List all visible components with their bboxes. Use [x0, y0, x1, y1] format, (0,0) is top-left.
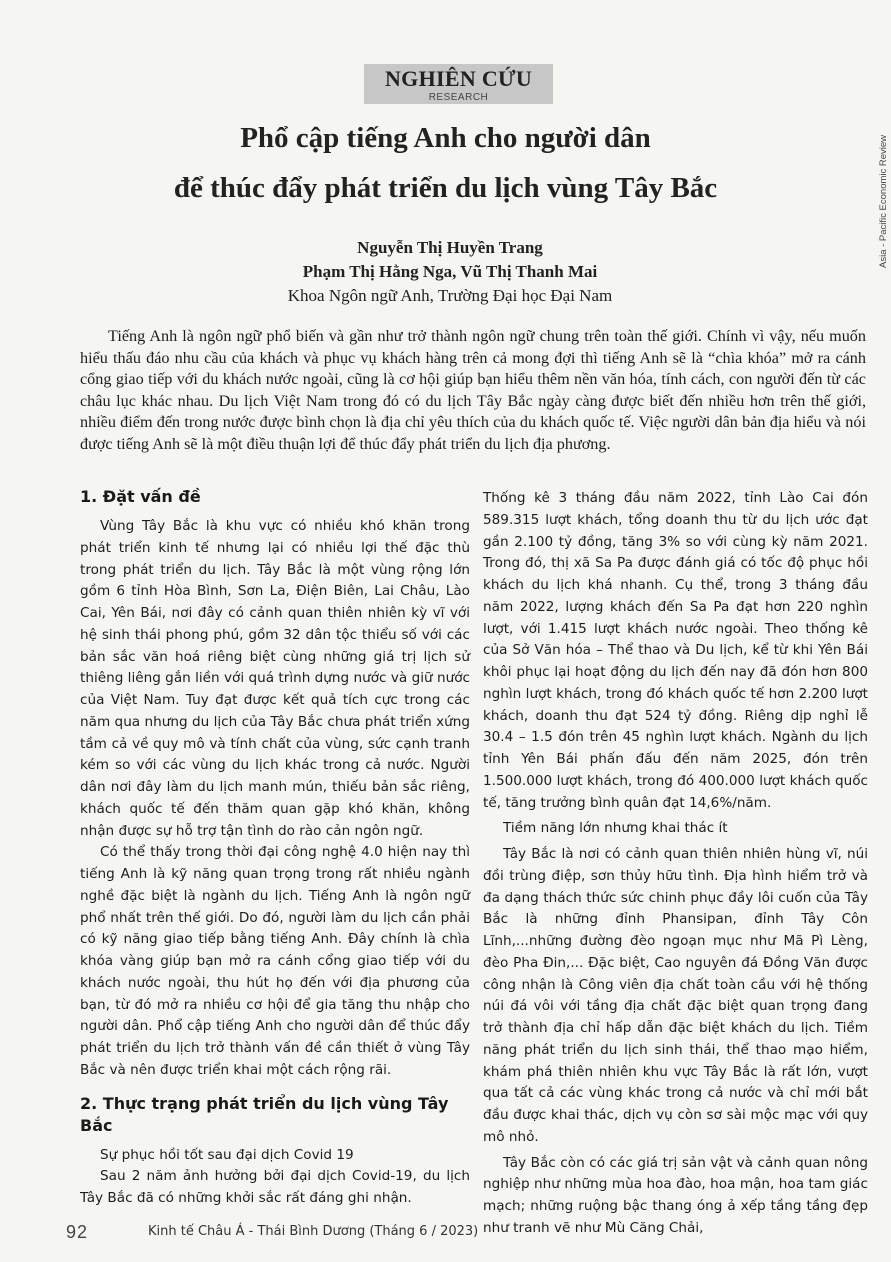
subheading-potential: Tiềm năng lớn nhưng khai thác ít — [503, 820, 728, 837]
author-line-1: Nguyễn Thị Huyền Trang — [357, 238, 543, 257]
intro-paragraph-1: Vùng Tây Bắc là khu vực có nhiều khó khăn trong phát triển kinh tế nhưng lại có nhiều lợi thế đặc thù trong phát triển du lịch. Tây Bắc là một vùng rộng lớn gồm 6 tỉnh Hòa Bình, Sơn La, Điện Biên, Lai Châu, Lào Cai, Yên Bái, nơi đây có cảnh quan thiên nhiên kỳ vĩ với hệ sinh thái phong phú, gồm 32 dân tộc thiểu số với các bản sắc văn hoá riêng biệt cùng những giá trị lịch sử thiêng liêng gắn liền với quá trình dựng nước và giữ nước của Việt Nam. Tuy đạt được kết quả tích cực trong các năm qua nhưng du lịch của Tây Bắc chưa phát triển xứng tầm cả về quy mô và tính chất của vùng, sức cạnh tranh kém so với các vùng du lịch khác trong cả nước. Người dân nơi đây làm du lịch manh mún, thiếu bản sắc riêng, khách quốc tế đến thăm quan gặp khó khăn, không nhận được sự hỗ trợ tận tình do rào cản ngôn ngữ. — [80, 518, 470, 839]
recovery-paragraph: Sau 2 năm ảnh hưởng bởi đại dịch Covid-19, du lịch Tây Bắc đã có những khởi sắc rất đáng ghi nhận. — [80, 1168, 470, 1206]
heading-current-state: 2. Thực trạng phát triển du lịch vùng Tây Bắc — [80, 1093, 449, 1135]
author-line-2: Phạm Thị Hằng Nga, Vũ Thị Thanh Mai — [302, 262, 598, 281]
potential-paragraph: Tây Bắc là nơi có cảnh quan thiên nhiên hùng vĩ, núi đồi trùng điệp, sơn thủy hữu tình. Địa hình hiểm trở và đa dạng thách thức sức chinh phục đầy lôi cuốn của Tây Bắc là những đỉnh Phansipan, đỉnh Tây Côn Lĩnh,...những đường đèo ngoạn mục như Mã Pì Lèng, đèo Pha Đin,... Đặc biệt, Cao nguyên đá Đồng Văn được công nhận là Công viên địa chất toàn cầu với hệ thống núi đá vôi với tầng địa chất đặc biệt quan trọng đang trở thành địa chỉ hấp dẫn đặc biệt khách du lịch. Tiềm năng phát triển du lịch sinh thái, thể thao mạo hiểm, khám phá thiên nhiên khu vực Tây Bắc là rất lớn, vượt qua tất cả các vùng khác trong cả nước và chỉ mới bắt đầu được khai thác, dịch vụ còn sơ sài mộc mạc với quy mô nhỏ. — [483, 846, 868, 1145]
heading-introduction: 1. Đặt vấn đề — [80, 487, 201, 506]
article-title-line-1: Phổ cập tiếng Anh cho người dân — [240, 122, 651, 154]
agriculture-paragraph: Tây Bắc còn có các giá trị sản vật và cảnh quan nông nghiệp như những mùa hoa đào, hoa mận, hoa tam giác mạch; những ruộng bậc thang óng ả xếp tầng tầng đẹp như tranh vẽ như Mù Căng Chải, — [483, 1154, 868, 1236]
subheading-recovery: Sự phục hồi tốt sau đại dịch Covid 19 — [100, 1146, 354, 1163]
article-title-line-2: để thúc đẩy phát triển du lịch vùng Tây Bắc — [173, 172, 718, 204]
section-label: NGHIÊN CỨU — [384, 66, 533, 91]
author-affiliation: Khoa Ngôn ngữ Anh, Trường Đại học Đại Nam — [287, 286, 613, 305]
right-column — [483, 488, 868, 1240]
page-number: 92 — [66, 1222, 89, 1242]
statistics-paragraph: Thống kê 3 tháng đầu năm 2022, tỉnh Lào Cai đón 589.315 lượt khách, tổng doanh thu từ du lịch ước đạt gần 2.100 tỷ đồng, tăng 3% so với cùng kỳ năm 2021. Trong đó, thị xã Sa Pa được đánh giá có tốc độ phục hồi khách du lịch khá nhanh. Cụ thể, trong 3 tháng đầu năm 2022, lượng khách đến Sa Pa đạt hơn 220 nghìn lượt, với 1.415 lượt khách nước ngoài. Theo thống kê của Sở Văn hóa – Thể thao và Du lịch, kể từ khi Yên Bái khôi phục lại hoạt động du lịch đến nay đã đón hơn 800 nghìn lượt khách, trong đó khách quốc tế hơn 2.200 lượt khách, doanh thu đạt 524 tỷ đồng. Riêng dịp nghỉ lễ 30.4 – 1.5 đón trên 45 nghìn lượt khách. Ngành du lịch tỉnh Yên Bái phấn đấu đến năm 2025, đón trên 1.500.000 lượt khách, trong đó 400.000 lượt khách quốc tế, tăng trưởng bình quân đạt 14,6%/năm. — [483, 490, 868, 811]
left-column — [80, 516, 470, 1210]
abstract: Tiếng Anh là ngôn ngữ phổ biến và gần như trở thành ngôn ngữ chung trên toàn thế giới. Chính vì vậy, nếu muốn hiểu thấu đáo nhu cầu của khách và phục vụ khách hàng trên cả mong đợi thì tiếng Anh sẽ là “chìa khóa” mở ra cánh cổng giao tiếp với du khách nước ngoài, cũng là cơ hội giúp bạn hiểu thêm nền văn hóa, tính cách, con người đến từ các châu lục khác nhau. Du lịch Việt Nam trong đó có du lịch Tây Bắc ngày càng được biết đến nhiều hơn trên thế giới, nhiều điểm đến trong nước được bình chọn là địa chỉ yêu thích của du khách quốc tế. Việc người dân bản địa hiểu và nói được tiếng Anh sẽ là một điều thuận lợi để thúc đẩy phát triển du lịch địa phương. — [80, 327, 866, 453]
intro-paragraph-2: Có thể thấy trong thời đại công nghệ 4.0 hiện nay thì tiếng Anh là kỹ năng quan trọng trong rất nhiều ngành nghề đặc biệt là ngành du lịch. Tiếng Anh là ngôn ngữ phổ nhất trên thế giới. Do đó, người làm du lịch cần phải có kỹ năng giao tiếp bằng tiếng Anh. Đây chính là chìa khóa vàng giúp bạn mở ra cánh cổng giao tiếp với du khách nước ngoài, thu hút họ đến với địa phương của bạn, từ đó mở ra nhiều cơ hội để gia tăng thu nhập cho người dân. Phổ cập tiếng Anh cho người dân để thúc đẩy phát triển du lịch trở thành vấn đề cần thiết ở vùng Tây Bắc và nên được triển khai một cách rộng rãi. — [80, 844, 470, 1078]
journal-side-label: Asia - Pacific Economic Review — [878, 134, 889, 268]
section-banner — [364, 64, 553, 104]
journal-footer: Kinh tế Châu Á - Thái Bình Dương (Tháng 6 / 2023) — [148, 1224, 479, 1239]
section-label-en: RESEARCH — [428, 92, 489, 103]
